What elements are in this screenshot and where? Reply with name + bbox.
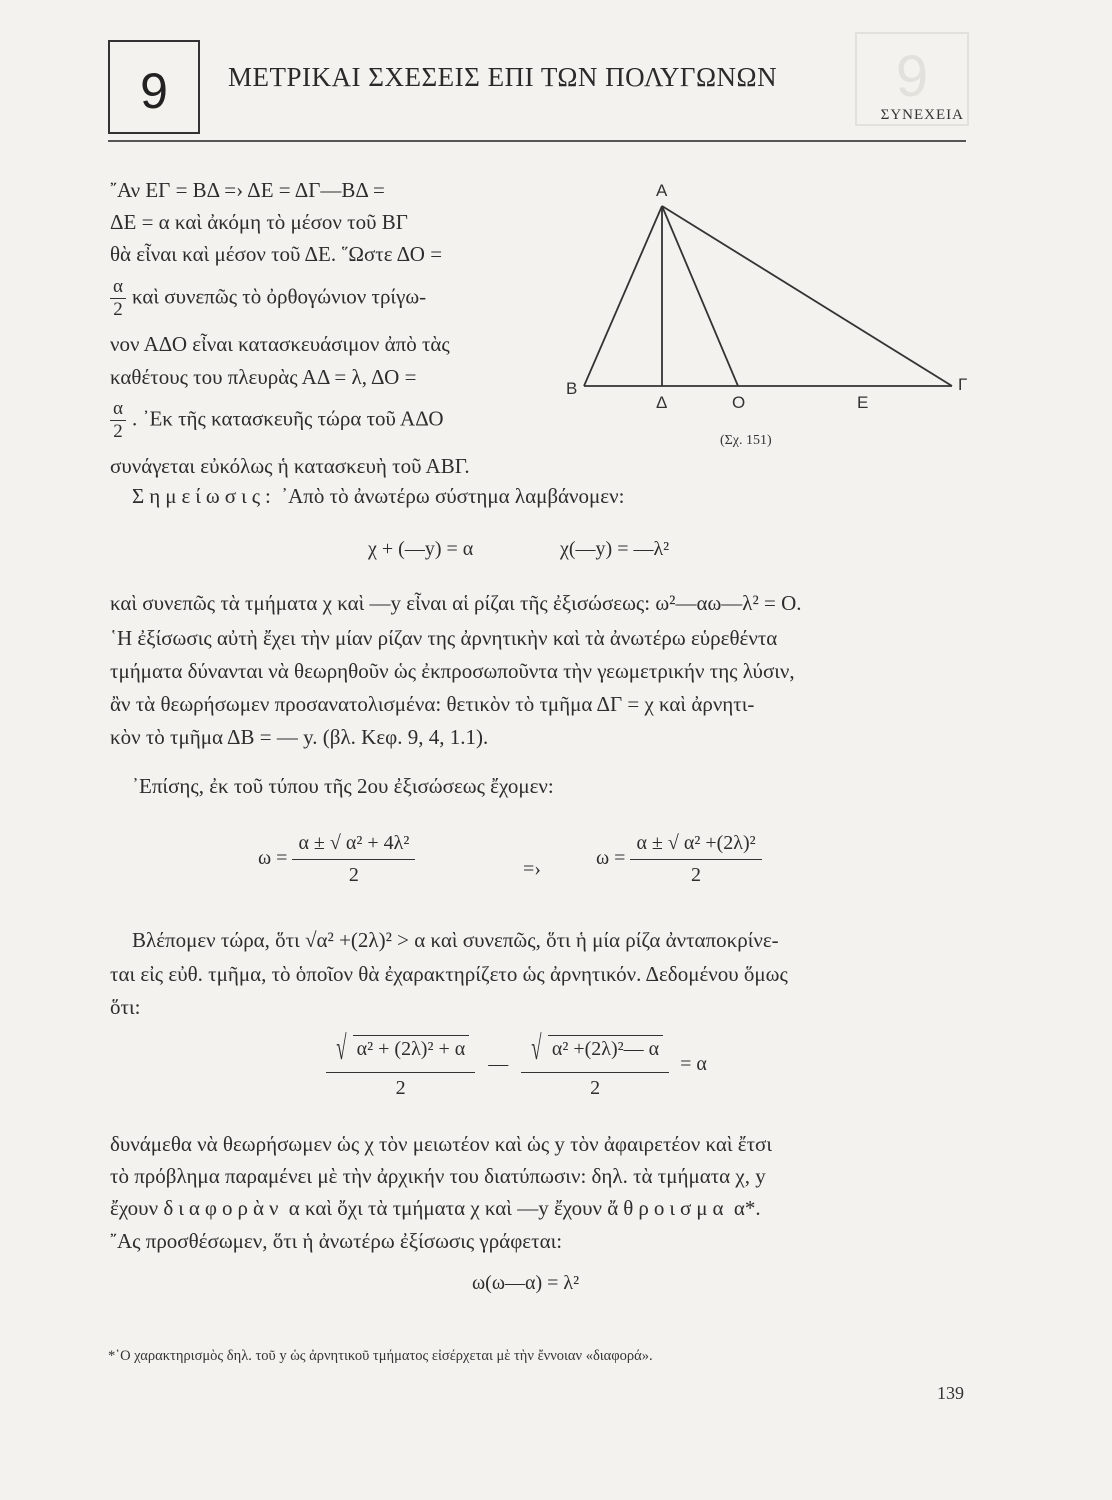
footnote: *῾Ο χαρακτηρισμὸς δηλ. τοῦ y ὡς ἀρνητικοῦ τμήματος εἰσέρχεται μὲ τὴν ἔννοιαν «διαφορά». [108,1348,653,1364]
text-line-21: ἔχουν διαφορὰν α καὶ ὄχι τὰ τμήματα χ καὶ —y ἔχουν ἄθροισμα α*. [110,1196,761,1220]
chapter-number-box: 9 [108,40,200,134]
root-difference-equation: $\frac{\text{√ α² + (2λ)² + α}}{2}$ — $\frac{\text{√ α² +(2λ)²— α}}{2}$ = α [326,1030,707,1100]
text-line-5: νον ΑΔΟ εἶναι κατασκευάσιμον ἀπὸ τὰς [110,332,450,356]
text-line-15: ᾿Επίσης, ἐκ τοῦ τύπου τῆς 2ου ἐξισώσεως ἔχομεν: [132,774,554,798]
segment-AO [662,206,738,386]
text-line-8: συνάγεται εὐκόλως ἡ κατασκευὴ τοῦ ΑΒΓ. [110,454,470,478]
implies-arrow: =› [523,858,541,880]
label-E: E [857,393,869,412]
side-AB [584,206,662,386]
ghost-chapter-box: 9 [855,32,969,126]
text-line-1: ῎Αν ΕΓ = ΒΔ =› ΔΕ = ΔΓ—ΒΔ = [110,178,385,202]
chapter-subtitle: ΣΥΝΕΧΕΙΑ [880,107,964,123]
text-line-12: τμήματα δύνανται νὰ θεωρηθοῦν ὡς ἐκπροσωποῦντα τὴν γεωμετρικήν της λύσιν, [110,659,795,683]
system-equation-1: χ + (—y) = α [368,538,474,560]
label-O: O [732,393,746,412]
text-line-20: τὸ πρόβλημα παραμένει μὲ τὴν ἀρχικήν του διατύπωσιν: δηλ. τὰ τμήματα χ, y [110,1164,766,1188]
text-line-4: $\frac{\alpha}{2}$ καὶ συνεπῶς τὸ ὀρθογώνιον τρίγω- [110,276,426,321]
quadratic-formula-2: ω = $\frac{\text{α ± √ α² +(2λ)²}}{2}$ [596,832,762,887]
side-AG [662,206,952,386]
fraction-a-over-2: $\frac{\alpha}{2}$ [110,398,126,443]
text-line-10: καὶ συνεπῶς τὰ τμήματα χ καὶ —y εἶναι αἱ ρίζαι τῆς ἐξισώσεως: ω²—αω—λ² = Ο. [110,591,802,615]
text-line-17: ται εἰς εὐθ. τμῆμα, τὸ ὁποῖον θὰ ἐχαρακτηρίζετο ὡς ἀρνητικόν. Δεδομένου ὅμως [110,962,788,986]
page-number: 139 [937,1383,964,1403]
text-line-19: δυνάμεθα νὰ θεωρήσωμεν ὡς χ τὸν μειωτέον καὶ ὡς y τὸν ἀφαιρετέον καὶ ἔτσι [110,1132,772,1156]
text-line-14: κὸν τὸ τμῆμα ΔΒ = — y. (βλ. Κεφ. 9, 4, 1.1). [110,725,489,749]
text-line-2: ΔΕ = α καὶ ἀκόμη τὸ μέσον τοῦ ΒΓ [110,210,408,234]
label-G: Γ [958,375,968,394]
text-line-6: καθέτους του πλευρὰς ΑΔ = λ, ΔΟ = [110,365,417,389]
text-line-18: ὅτι: [110,995,141,1019]
text-line-13: ἂν τὰ θεωρήσωμεν προσανατολισμένα: θετικὸν τὸ τμῆμα ΔΓ = χ καὶ ἀρνητι- [110,692,755,716]
triangle-figure [560,176,980,476]
system-equation-2: χ(—y) = —λ² [560,538,670,560]
fraction-a-over-2: $\frac{\alpha}{2}$ [110,276,126,321]
label-B: B [566,379,578,398]
text-line-3: θὰ εἶναι καὶ μέσον τοῦ ΔΕ. ῞Ωστε ΔΟ = [110,242,443,266]
text-line-7: $\frac{\alpha}{2}$ . ᾿Εκ τῆς κατασκευῆς τώρα τοῦ ΑΔΟ [110,398,444,443]
text-line-11: ῾Η ἐξίσωσις αὐτὴ ἔχει τὴν μίαν ρίζαν της ἀρνητικὴν καὶ τὰ ἀνωτέρω εὑρεθέντα [110,626,778,650]
text-line-22: ῎Ας προσθέσωμεν, ὅτι ἡ ἀνωτέρω ἐξίσωσις γράφεται: [110,1229,563,1253]
figure-caption: (Σχ. 151) [720,433,772,448]
label-D: Δ [656,393,668,412]
final-equation: ω(ω—α) = λ² [472,1272,580,1294]
label-A: A [656,181,668,200]
header-rule [108,140,966,142]
text-line-9: Σημείωσις: ᾿Απὸ τὸ ἀνωτέρω σύστημα λαμβάνομεν: [132,484,625,508]
text-line-16: Βλέπομεν τώρα, ὅτι √α² +(2λ)² > α καὶ συνεπῶς, ὅτι ἡ μία ρίζα ἀνταποκρίνε- [132,928,779,952]
chapter-title: ΜΕΤΡΙΚΑΙ ΣΧΕΣΕΙΣ ΕΠΙ ΤΩΝ ΠΟΛΥΓΩΝΩΝ [228,62,778,92]
quadratic-formula-1: ω = $\frac{\text{α ± √ α² + 4λ²}}{2}$ [258,832,415,887]
